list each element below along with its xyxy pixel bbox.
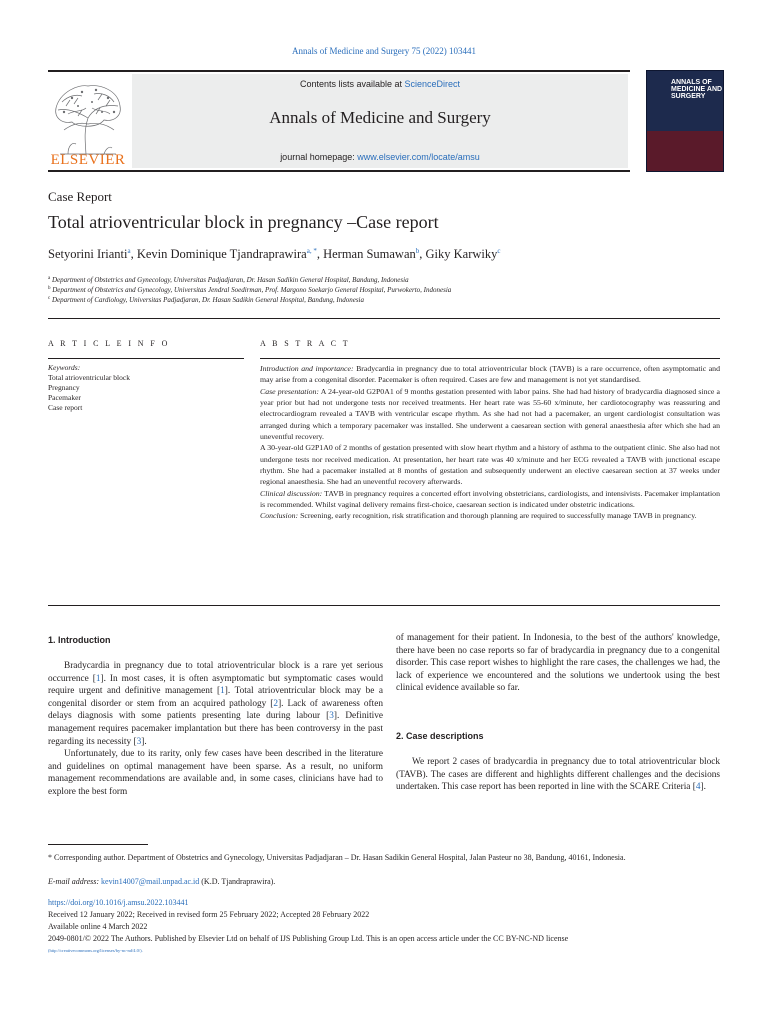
citation-link[interactable]: 2: [273, 698, 279, 709]
affiliation-text: Department of Obstetrics and Gynecology, Universitas Padjadjaran, Dr. Hasan Sadikin General Hospital, Bandung, Indonesia: [51, 276, 409, 284]
author-affiliation-mark[interactable]: c: [497, 247, 501, 255]
email-suffix: (K.D. Tjandraprawira).: [199, 877, 276, 886]
text-run: Bradycardia in pregnancy due to total atrioventricular block is a rare yet serious occurrence [: [48, 661, 383, 684]
affiliation: [48, 286, 451, 294]
abstract-text: Screening, early recognition, risk stratification and thorough planning are required to successfully manage TAVB in pregnancy.: [298, 511, 697, 521]
available-online-date: Available online 4 March 2022: [48, 922, 148, 931]
author-name: Giky Karwiky: [425, 247, 498, 261]
abstract-body: [260, 363, 720, 522]
affiliation-mark: a: [48, 276, 51, 281]
author-affiliation-mark[interactable]: b: [415, 247, 420, 255]
text-run: We report 2 cases of bradycardia in pregnancy due to total atrioventricular block (TAVB). The cases are different and highlights different challenges and the decisions undertaken. This case report has been reported in line with the SCARE Criteria [: [396, 757, 720, 793]
abstract-intro: [260, 363, 720, 386]
article-info-rule: [48, 358, 244, 359]
header-divider: [48, 318, 720, 319]
homepage-line: [132, 152, 628, 162]
introduction-text: [48, 660, 383, 799]
text-run: ]. Lack of awareness often delays diagnosis with some patients presenting late during labour [: [48, 698, 383, 722]
abstract-label: Case presentation:: [260, 386, 320, 396]
homepage-prefix: journal homepage:: [280, 152, 358, 162]
abstract-text: Bradycardia in pregnancy due to total atrioventricular block (TAVB) is a rare occurrence, often asymptomatic and may arise from a congenital disorder. Pacemaker is often required. Cases are few and management is not yet standardised.: [260, 364, 720, 385]
author-affiliation-mark[interactable]: a: [127, 247, 131, 255]
affiliation: [48, 276, 409, 284]
abstract-bottom-divider: [48, 605, 720, 606]
abstract-rule: [260, 358, 720, 359]
keyword: Total atrioventricular block: [48, 373, 130, 382]
case-descriptions-text: [396, 756, 720, 794]
author-name: Kevin Dominique Tjandraprawira: [136, 247, 307, 261]
journal-title: Annals of Medicine and Surgery: [269, 108, 491, 127]
contents-line: [132, 79, 628, 89]
abstract-case: [260, 386, 720, 443]
text-run: ].: [141, 736, 147, 747]
abstract-conclusion: [260, 510, 720, 521]
article-type: Case Report: [48, 189, 112, 204]
keyword: Case report: [48, 403, 83, 412]
citation-link[interactable]: 3: [329, 711, 334, 722]
footnote-rule: [48, 844, 148, 845]
section-heading-case-descriptions: 2. Case descriptions: [396, 731, 484, 741]
text-run: ]. Definitive management requires pacemaker implantation but there has been controversy in the past regarding its necessity [: [48, 711, 384, 747]
paragraph: Unfortunately, due to its rarity, only few cases have been described in the literature and guidelines on optimal management have been sparse. As a result, no uniform management recommendations are available and, in some cases, clinicians have had to explore the best form: [48, 749, 383, 797]
masthead-bottom-rule: [48, 170, 630, 172]
elsevier-wordmark: ELSEVIER: [50, 152, 126, 168]
paragraph: [48, 660, 383, 748]
right-column-text: [396, 632, 720, 695]
citation-link[interactable]: 1: [95, 673, 101, 684]
sciencedirect-link[interactable]: ScienceDirect: [404, 79, 461, 89]
email-line: [48, 877, 275, 886]
masthead-top-rule: [48, 70, 630, 72]
journal-masthead: [48, 70, 724, 173]
keyword: Pregnancy: [48, 383, 80, 392]
paragraph: of management for their patient. In Indonesia, to the best of the authors' knowledge, there have been no case reports so far of bradycardia in pregnancy due to a congenital disorder. This case report wishes to highlight the rare cases, the challenges we had, the lack of experience we encountered and the solutions we undertook using the best clinical evidence available so far.: [396, 633, 720, 694]
email-label: E-mail address:: [48, 877, 100, 886]
running-head[interactable]: Annals of Medicine and Surgery 75 (2022) 103441: [291, 46, 477, 56]
affiliation-mark: c: [48, 296, 51, 301]
text-run: ].: [700, 782, 706, 793]
corresponding-author-note: * Corresponding author. Department of Obstetrics and Gynecology, Universitas Padjadjaran – Dr. Hasan Sadikin General Hospital, Jalan Pasteur no 38, Bandung, 40161, Indonesia.: [48, 853, 626, 862]
received-dates: Received 12 January 2022; Received in revised form 25 February 2022; Accepted 28 February 2022: [48, 910, 370, 919]
abstract-case-2: A 30-year-old G2P1A0 of 2 months of gestation presented with slow heart rhythm and a history of asthma to the outpatient clinic. She also had not undergone tests nor received medication. At presentation, her heart rate was 40 x/minute and her ECG revealed a TAVB with junctional escape rhythm. She had a pacemaker installed at 8 months of gestation and subsequently underwent an elective caesarean section at 37 weeks under regional anaesthesia. She had an uneventful recovery afterwards.: [260, 443, 720, 487]
paragraph: [396, 756, 720, 794]
text-run: ]. Total atrioventricular block may be a congenital disorder or stem from an acquired pathology [: [48, 686, 383, 709]
abstract-text: TAVB in pregnancy requires a concerted effort involving obstetricians, cardiologists, and intensivists. Pacemaker implantation is recommended. Whilst vaginal delivery remains first-choice, caesarean section is indicated under obstetric indications.: [260, 488, 720, 510]
abstract-discussion: [260, 488, 720, 511]
abstract-label: Conclusion:: [260, 511, 299, 521]
contents-prefix: Contents lists available at: [299, 79, 405, 89]
abstract-label: Introduction and importance:: [260, 364, 354, 373]
keywords-label: Keywords:: [48, 363, 81, 372]
doi-link[interactable]: https://doi.org/10.1016/j.amsu.2022.103441: [48, 898, 189, 907]
license-link[interactable]: (http://creativecommons.org/licenses/by-nc-nd/4.0/).: [48, 948, 143, 953]
keywords-block: [48, 363, 244, 413]
abstract-label: Clinical discussion:: [260, 488, 323, 498]
affiliation-mark: b: [48, 286, 51, 291]
author-name: Setyorini Irianti: [48, 247, 128, 261]
article-info-heading: A R T I C L E I N F O: [48, 339, 170, 348]
abstract-heading: A B S T R A C T: [260, 339, 351, 348]
affiliation-text: Department of Obstetrics and Gynecology, Universitas Jendral Soedirman, Prof. Margono Soekarjo General Hospital, Purwokerto, Indonesia: [52, 286, 452, 294]
citation-link[interactable]: 4: [695, 782, 701, 793]
author-name: Herman Sumawan: [323, 247, 416, 261]
keyword: Pacemaker: [48, 393, 81, 402]
author-affiliation-mark[interactable]: a, *: [306, 247, 317, 255]
citation-link[interactable]: 1: [220, 686, 225, 697]
cover-title: ANNALS OF MEDICINE AND SURGERY: [671, 79, 723, 100]
email-link[interactable]: kevin14007@mail.unpad.ac.id: [101, 877, 200, 886]
license-statement: 2049-0801/© 2022 The Authors. Published by Elsevier Ltd on behalf of IJS Publishing Group Ltd. This is an open access article under the CC BY-NC-ND license: [48, 934, 569, 943]
citation-link[interactable]: 3: [136, 736, 142, 747]
section-heading-introduction: 1. Introduction: [48, 635, 111, 645]
cover-stripe: [647, 131, 724, 172]
text-run: ]. In most cases, it is often asymptomatic but symptomatic cases would require urgent and definitive management [: [48, 673, 383, 697]
affiliation-text: Department of Cardiology, Universitas Padjadjaran, Dr. Hasan Sadikin General Hospital, Bandung, Indonesia: [51, 296, 364, 304]
article-title: Total atrioventricular block in pregnancy –Case report: [48, 212, 439, 232]
author-list: Setyorini Irianti$^a$, Kevin Dominique Tjandraprawira$^{a, *}$, Herman Sumawan$^b$, Giky Karwiky$^c$: [48, 247, 501, 261]
journal-cover-image[interactable]: [646, 70, 724, 172]
homepage-link[interactable]: www.elsevier.com/locate/amsu: [357, 152, 480, 162]
abstract-text: A 24-year-old G2P0A1 of 9 months gestation presented with labor pains. She had had history of bradycardia diagnosed since a year prior but had not undergone tests nor received treatments. Her heart rate was 55-60 x/minute, her cardiotocography was reassuring and electrocardiogram revealed a TAVB with ventricular escape rhythm. As she had not had a pacemaker, an urgent cardiologist consultation was arranged during which a temporary pacemaker was installed. She underwent a caesarean section with general anaesthesia after which she had an uneventful recovery.: [260, 386, 720, 442]
affiliation: [48, 296, 364, 304]
